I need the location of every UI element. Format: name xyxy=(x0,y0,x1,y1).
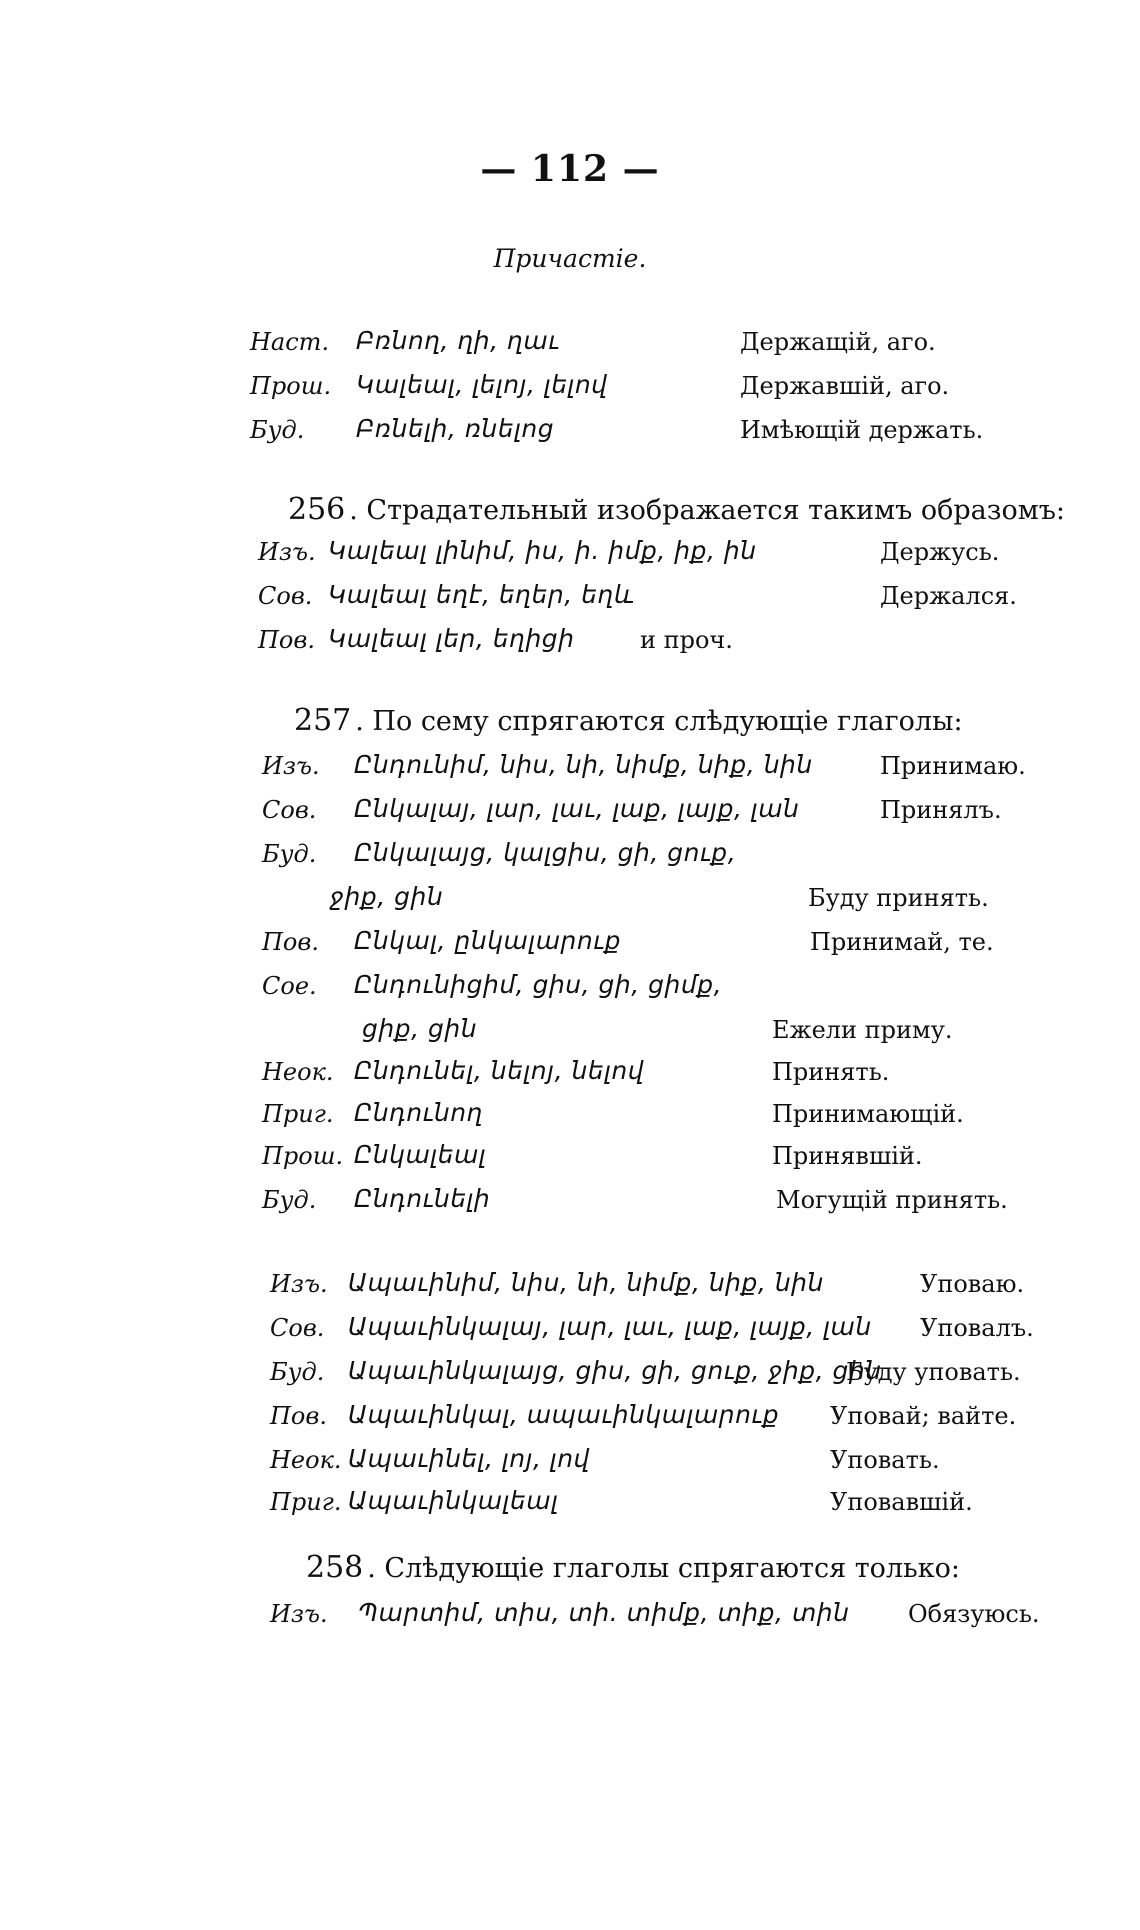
row-label: Сов. xyxy=(270,1314,325,1342)
armenian-form: Կալեալ լեր, եղիցի xyxy=(328,624,575,653)
russian-translation: Держащій, аго. xyxy=(740,328,936,356)
participle-row xyxy=(250,416,1100,456)
heading-258 xyxy=(306,1550,960,1585)
row-label: Буд. xyxy=(250,416,305,444)
russian-translation: Принимаю. xyxy=(880,752,1026,780)
row-label: Изъ. xyxy=(270,1600,328,1628)
row-label: Сов. xyxy=(262,796,317,824)
paragraph-text: . Страдательный изображается такимъ образомъ: xyxy=(349,495,1065,526)
russian-translation: Принявшій. xyxy=(772,1142,923,1170)
armenian-form: Ընդունել, նելոյ, նելով xyxy=(354,1056,645,1085)
participle-row xyxy=(250,372,1100,412)
russian-translation: Обязуюсь. xyxy=(908,1600,1040,1628)
accept-row xyxy=(262,972,1100,1012)
row-label: Изъ. xyxy=(258,538,316,566)
russian-translation: Имѣющій держать. xyxy=(740,416,984,444)
accept-row xyxy=(262,796,1100,836)
armenian-form: Ընկալայ, լար, լաւ, լաք, լայք, լան xyxy=(354,794,800,823)
armenian-form: Ապաւինկալայ, լար, լաւ, լաք, լայք, լան xyxy=(348,1312,872,1341)
row-label: Прош. xyxy=(250,372,332,400)
armenian-form: Բռնող, ղի, ղաւ xyxy=(356,326,560,355)
armenian-form: Ընկալ, ընկալարուք xyxy=(354,926,622,955)
passive-row xyxy=(258,538,1100,578)
row-label: Изъ. xyxy=(262,752,320,780)
row-label: Пов. xyxy=(270,1402,327,1430)
paragraph-number: 256 xyxy=(288,492,346,527)
armenian-form: Կալեալ, լելոյ, լելով xyxy=(356,370,608,399)
accept-row xyxy=(262,1142,1100,1182)
accept-row xyxy=(262,1186,1100,1226)
armenian-form: Ապաւինկալ, ապաւինկալարուք xyxy=(348,1400,780,1429)
armenian-form: Ապաւինկալեալ xyxy=(348,1486,559,1515)
russian-translation: Уповай; вайте. xyxy=(830,1402,1017,1430)
participle-row xyxy=(250,328,1100,368)
row-label: Пов. xyxy=(262,928,319,956)
armenian-form: Պարտիմ, տիս, տի. տիմք, տիք, տին xyxy=(358,1598,850,1627)
russian-translation: Державшій, аго. xyxy=(740,372,950,400)
row-label: Буд. xyxy=(262,1186,317,1214)
heading-257 xyxy=(294,703,963,738)
row-label: Сов. xyxy=(258,582,313,610)
armenian-form: ցիք, ցին xyxy=(362,1014,478,1043)
row-label: Изъ. xyxy=(270,1270,328,1298)
accept-row xyxy=(262,884,1100,924)
oblige-row xyxy=(270,1600,1100,1640)
accept-row xyxy=(262,1100,1100,1140)
paragraph-number: 257 xyxy=(294,703,352,738)
section-title: Причастіе. xyxy=(493,244,647,273)
armenian-form: Ընկալեալ xyxy=(354,1140,487,1169)
heading-256 xyxy=(288,492,1065,527)
armenian-form: Ապաւինել, լոյ, լով xyxy=(348,1444,590,1473)
armenian-form: Բռնելի, ռնելոց xyxy=(356,414,555,443)
russian-translation: Уповать. xyxy=(830,1446,940,1474)
row-label: Неок. xyxy=(270,1446,342,1474)
russian-translation: Уповавшій. xyxy=(830,1488,973,1516)
russian-translation: Буду уповать. xyxy=(846,1358,1021,1386)
row-label: Наст. xyxy=(250,328,330,356)
passive-row xyxy=(258,626,1100,666)
paragraph-text: . Слѣдующіе глаголы спрягаются только: xyxy=(367,1553,960,1584)
russian-translation: Уповаю. xyxy=(920,1270,1025,1298)
armenian-form: Կալեալ լինիմ, իս, ի. իմք, իք, ին xyxy=(328,536,757,565)
russian-translation: Принимающій. xyxy=(772,1100,964,1128)
russian-translation: Буду принять. xyxy=(808,884,989,912)
row-label: Буд. xyxy=(262,840,317,868)
hope-row xyxy=(270,1488,1100,1528)
russian-translation: Принять. xyxy=(772,1058,890,1086)
armenian-form: Կալեալ եղէ, եղեր, եղև xyxy=(328,580,635,609)
armenian-form: Ընդունող xyxy=(354,1098,483,1127)
russian-translation: и проч. xyxy=(640,626,733,654)
accept-row xyxy=(262,928,1100,968)
russian-translation: Принялъ. xyxy=(880,796,1002,824)
row-label: Неок. xyxy=(262,1058,334,1086)
accept-row xyxy=(262,840,1100,880)
hope-row xyxy=(270,1314,1100,1354)
hope-row xyxy=(270,1358,1100,1398)
accept-row xyxy=(262,1016,1100,1056)
row-label: Буд. xyxy=(270,1358,325,1386)
row-label: Пов. xyxy=(258,626,315,654)
page-number: — 112 — xyxy=(480,148,660,190)
russian-translation: Принимай, те. xyxy=(810,928,994,956)
paragraph-text: . По сему спрягаются слѣдующіе глаголы: xyxy=(355,706,963,737)
armenian-form: Ընդունելի xyxy=(354,1184,491,1213)
hope-row xyxy=(270,1402,1100,1442)
passive-row xyxy=(258,582,1100,622)
russian-translation: Держусь. xyxy=(880,538,1000,566)
row-label: Прош. xyxy=(262,1142,344,1170)
russian-translation: Могущій принять. xyxy=(776,1186,1008,1214)
hope-row xyxy=(270,1270,1100,1310)
row-label: Сое. xyxy=(262,972,317,1000)
hope-row xyxy=(270,1446,1100,1486)
russian-translation: Ежели приму. xyxy=(772,1016,953,1044)
accept-row xyxy=(262,752,1100,792)
armenian-form: Ընկալայց, կալցիս, ցի, ցուք, xyxy=(354,838,737,867)
armenian-form: Ընդունիցիմ, ցիս, ցի, ցիմք, xyxy=(354,970,723,999)
row-label: Приг. xyxy=(270,1488,342,1516)
armenian-form: Ընդունիմ, նիս, նի, նիմք, նիք, նին xyxy=(354,750,813,779)
row-label: Приг. xyxy=(262,1100,334,1128)
armenian-form: Ապաւինկալայց, ցիս, ցի, ցուք, ջիք, ցին xyxy=(348,1356,882,1385)
armenian-form: Ապաւինիմ, նիս, նի, նիմք, նիք, նին xyxy=(348,1268,824,1297)
russian-translation: Держался. xyxy=(880,582,1017,610)
armenian-form: ջիք, ցին xyxy=(330,882,444,911)
accept-row xyxy=(262,1058,1100,1098)
paragraph-number: 258 xyxy=(306,1550,364,1585)
russian-translation: Уповалъ. xyxy=(920,1314,1034,1342)
